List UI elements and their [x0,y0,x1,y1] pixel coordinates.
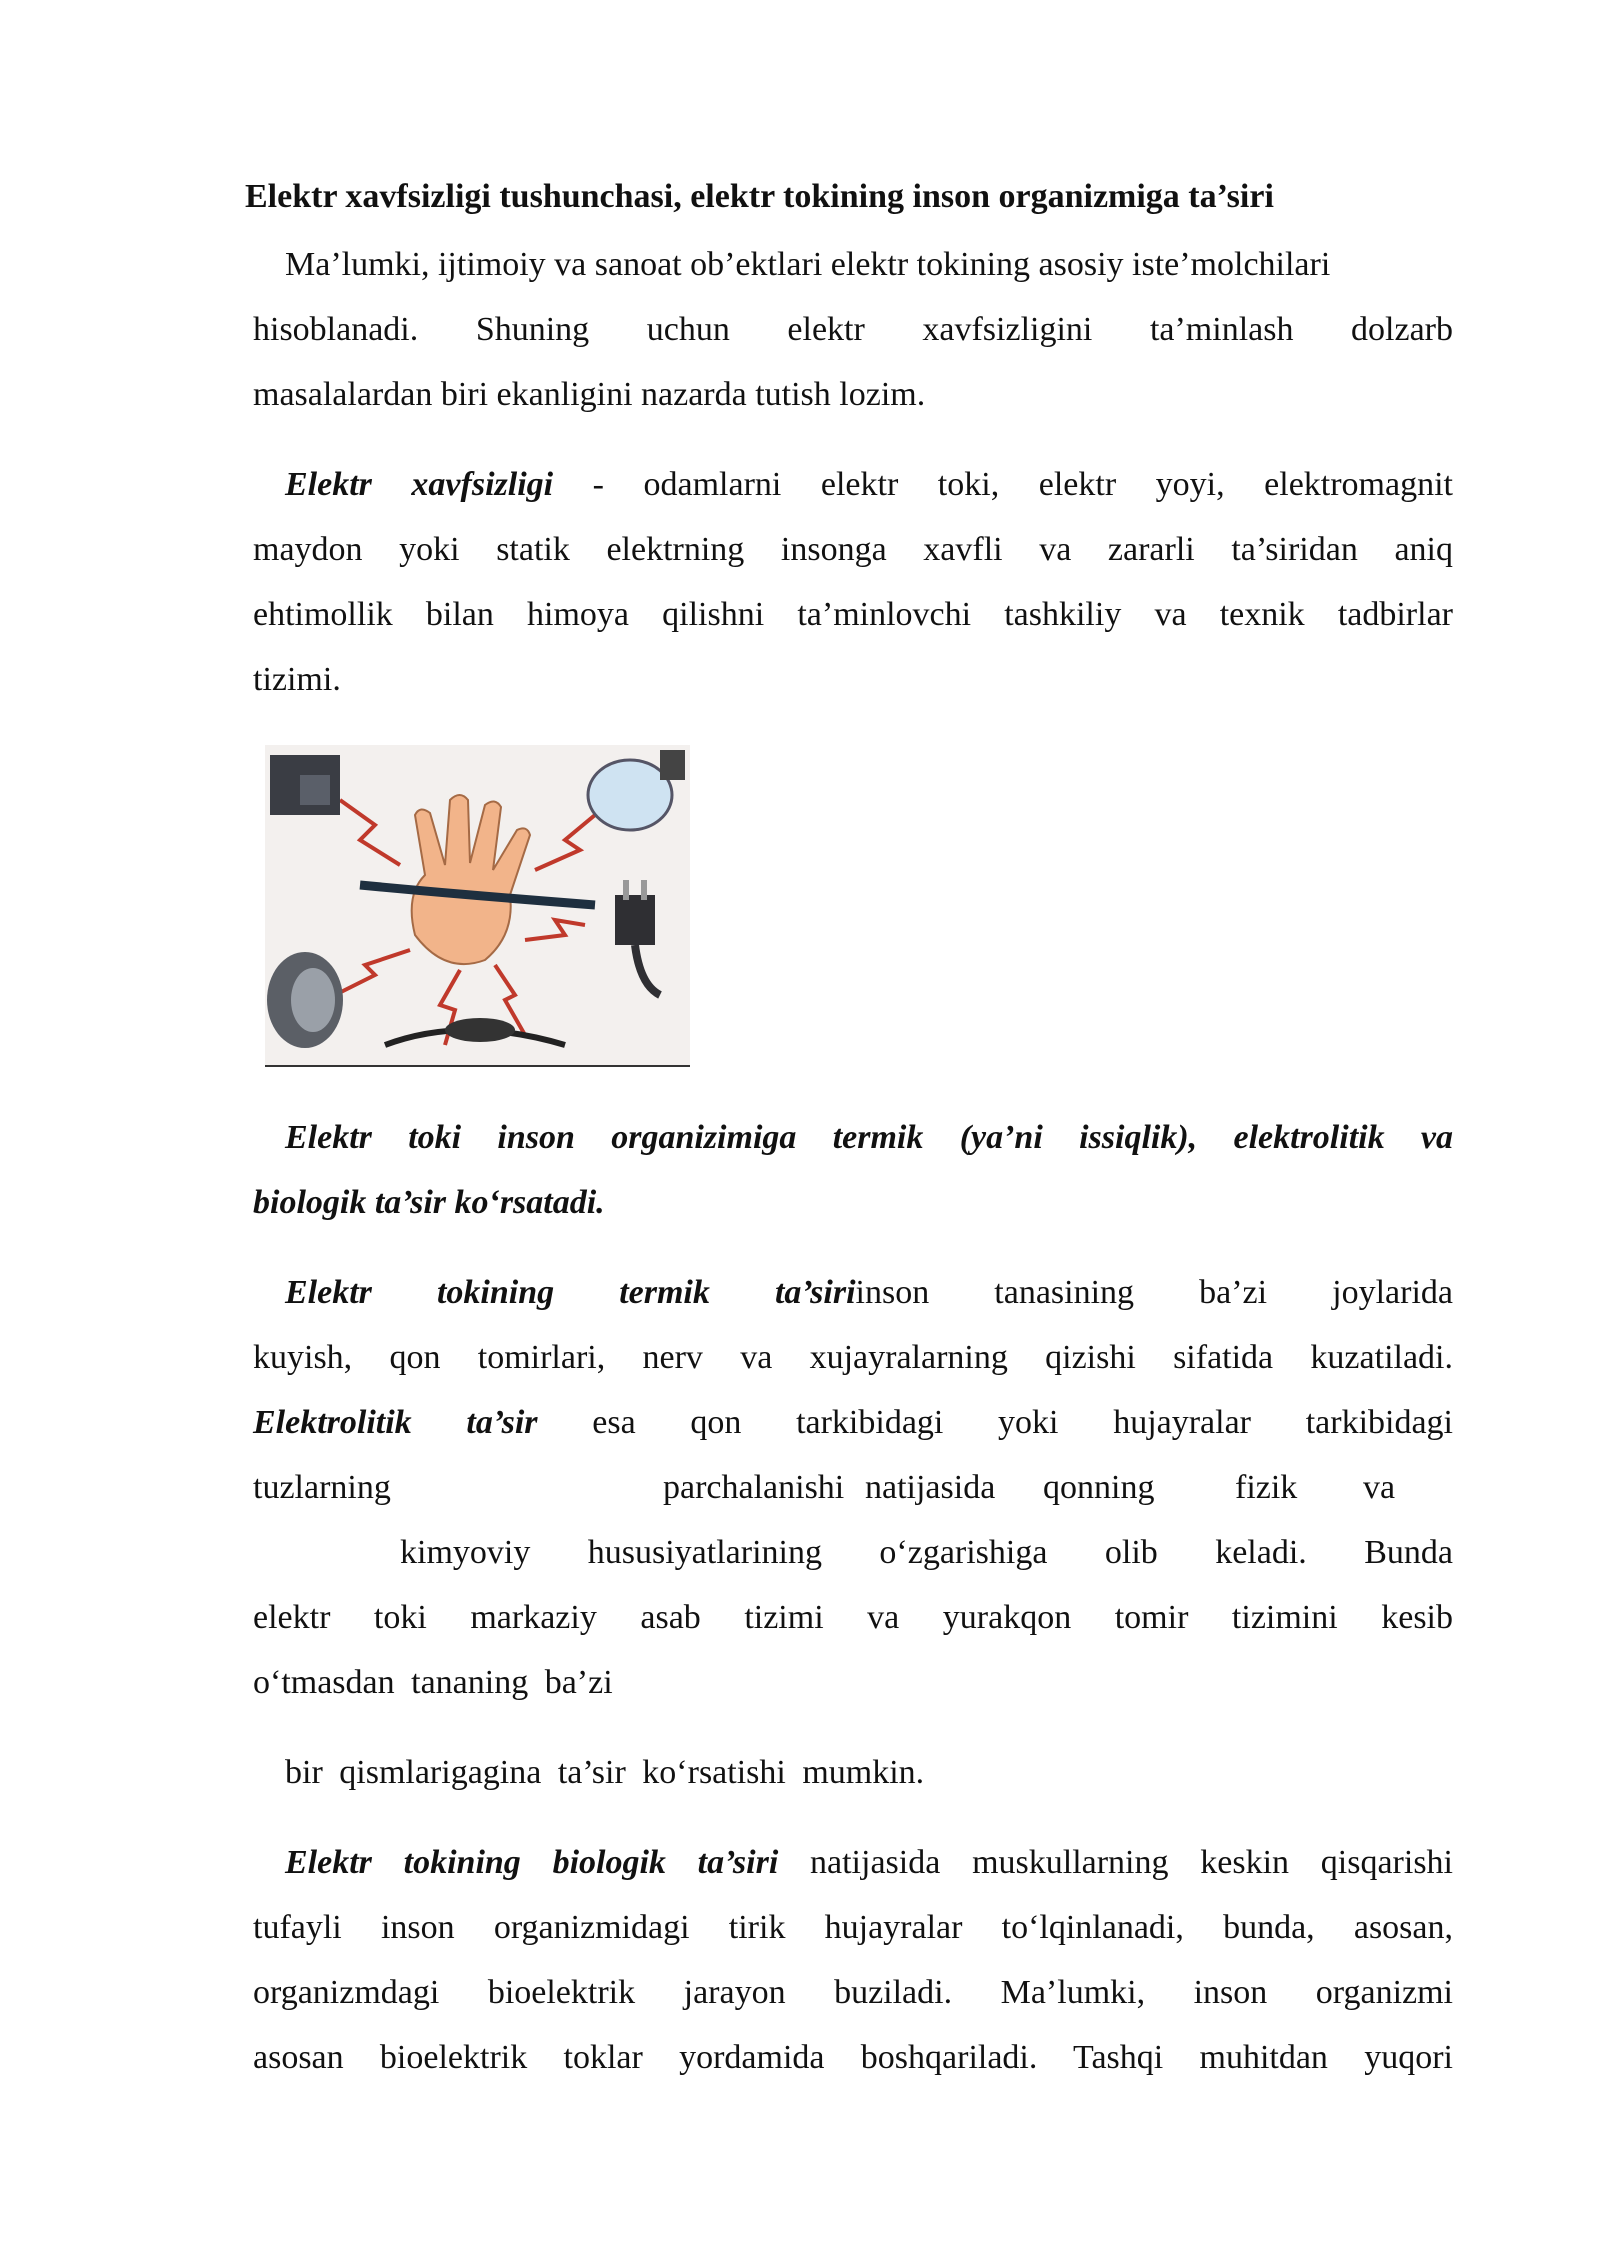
p4-line-8: bir qismlarigagina ta’sir ko‘rsatishi mumkin. [285,1754,925,1791]
p2-line-1 [285,465,1453,505]
p2-line-1-rest: - odamlarni elektr toki, elektr yoyi, elektromagnit [553,466,1453,503]
p4-line-7: o‘tmasdan tananing ba’zi [253,1664,613,1701]
document-title: Elektr xavfsizligi tushunchasi, elektr tokining inson organizmiga ta’siri [245,178,1274,215]
p1-line-1: Ma’lumki, ijtimoiy va sanoat ob’ektlari elektr tokining asosiy iste’molchilari [285,246,1331,283]
p4-line-4 [253,1468,1453,1508]
p4-line-2: kuyish, qon tomirlari, nerv va xujayralarning qizishi sifatida kuzatiladi. [253,1339,1453,1376]
p4-line-5: kimyoviy hususiyatlarining o‘zgarishiga olib keladi. Bunda [400,1534,1453,1571]
p4-line-4-seg-d: qonning [1043,1469,1155,1506]
p4-line-4-seg-b: parchalanishi [663,1469,845,1506]
p5-line-1 [285,1843,1453,1883]
p5-line-4: asosan bioelektrik toklar yordamida boshqariladi. Tashqi muhitdan yuqori [253,2039,1453,2076]
p4-line-4-seg-e: fizik [1235,1469,1298,1506]
p5-term: Elektr tokining biologik ta’siri [285,1844,779,1881]
p5-line-2: tufayli inson organizmidagi tirik hujayralar to‘lqinlanadi, bunda, asosan, [253,1909,1453,1946]
figure-underline [265,1065,690,1067]
p4-line-6: elektr toki markaziy asab tizimi va yurakqon tomir tizimini kesib [253,1599,1453,1636]
p3-line-1: Elektr toki inson organizimiga termik (ya’ni issiqlik), elektrolitik va [285,1119,1453,1156]
p2-term: Elektr xavfsizligi [285,466,554,503]
p3-line-2: biologik ta’sir ko‘rsatadi. [253,1184,605,1221]
electric-hand-image [265,745,690,1067]
p4-line-4-seg-c: natijasida [865,1469,996,1506]
p1-line-2: hisoblanadi. Shuning uchun elektr xavfsizligini ta’minlash dolzarb [253,311,1453,348]
p2-line-3: ehtimollik bilan himoya qilishni ta’minlovchi tashkiliy va texnik tadbirlar [253,596,1453,633]
p4-line-4-seg-a: tuzlarning [253,1469,391,1506]
p4-line-1-rest: inson tanasining ba’zi joylarida [855,1274,1453,1311]
p4-line-3-rest: esa qon tarkibidagi yoki hujayralar tarkibidagi [537,1404,1453,1441]
p2-line-2: maydon yoki statik elektrning insonga xavfli va zararli ta’siridan aniq [253,531,1453,568]
p4-term-1: Elektr tokining termik ta’siri [285,1274,856,1311]
p5-line-3: organizmdagi bioelektrik jarayon buziladi. Ma’lumki, inson organizmi [253,1974,1453,2011]
p4-line-3 [253,1403,1453,1443]
p2-line-4: tizimi. [253,661,341,698]
p4-line-4-seg-f: va [1363,1469,1396,1506]
p5-line-1-rest: natijasida muskullarning keskin qisqarishi [778,1844,1453,1881]
p4-line-1 [285,1273,1453,1313]
p4-term-2: Elektrolitik ta’sir [253,1404,538,1441]
electric-hazard-illustration [265,745,690,1067]
p1-line-3: masalalardan biri ekanligini nazarda tutish lozim. [253,376,926,413]
